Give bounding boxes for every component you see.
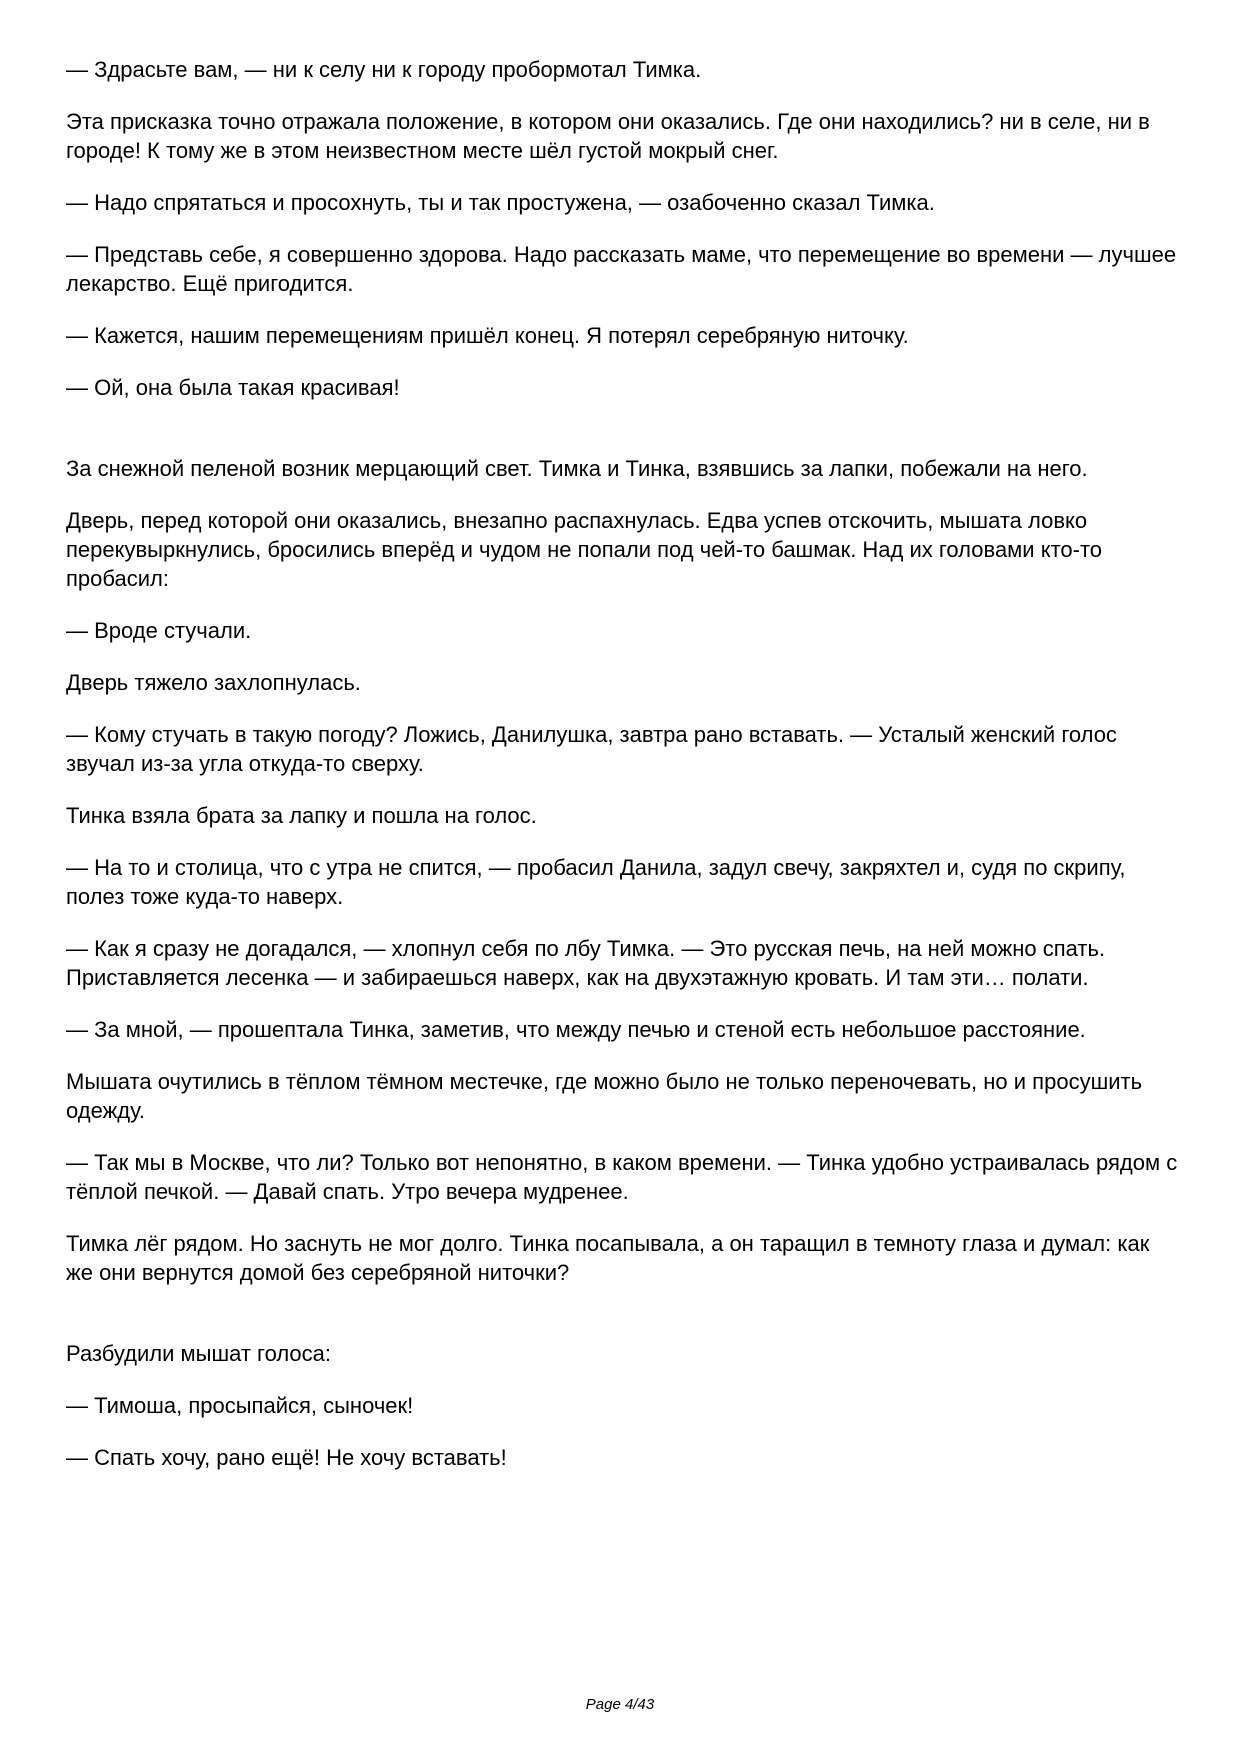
paragraph: — Вроде стучали. (66, 618, 252, 643)
paragraph: — Ой, она была такая красивая! (66, 375, 400, 400)
paragraph: — Кому стучать в такую погоду? Ложись, Данилушка, завтра рано вставать. — Усталый женский голос звучал из-за угла откуда-то сверху. (66, 722, 1117, 776)
paragraph: За снежной пеленой возник мерцающий свет. Тимка и Тинка, взявшись за лапки, побежали на него. (66, 456, 1088, 481)
body-text (66, 55, 1182, 1472)
paragraph: Дверь, перед которой они оказались, внезапно распахнулась. Едва успев отскочить, мышата ловко перекувыркнулись, бросились вперёд и чудом не попали под чей-то башмак. Над их головами кто-то пробасил: (66, 508, 1103, 591)
paragraph: — Кажется, нашим перемещениям пришёл конец. Я потерял серебряную ниточку. (66, 323, 909, 348)
paragraph: Дверь тяжело захлопнулась. (66, 670, 361, 695)
paragraph: Тимка лёг рядом. Но заснуть не мог долго. Тинка посапывала, а он таращил в темноту глаза и думал: как же они вернутся домой без серебряной ниточки? (66, 1231, 1150, 1285)
paragraph: — Так мы в Москве, что ли? Только вот непонятно, в каком времени. — Тинка удобно устраивалась рядом с тёплой печкой. — Давай спать. Утро вечера мудренее. (66, 1150, 1178, 1204)
paragraph: — Спать хочу, рано ещё! Не хочу вставать! (66, 1445, 507, 1470)
paragraph: — На то и столица, что с утра не спится, — пробасил Данила, задул свечу, закряхтел и, судя по скрипу, полез тоже куда-то наверх. (66, 855, 1126, 909)
paragraph: — Тимоша, просыпайся, сыночек! (66, 1393, 414, 1418)
paragraph: Мышата очутились в тёплом тёмном местечке, где можно было не только переночевать, но и просушить одежду. (66, 1069, 1143, 1123)
paragraph: Эта присказка точно отражала положение, в котором они оказались. Где они находились? ни в селе, ни в городе! К тому же в этом неизвестном месте шёл густой мокрый снег. (66, 109, 1150, 163)
page-number: Page 4/43 (585, 1696, 655, 1713)
paragraph: — Здрасьте вам, — ни к селу ни к городу пробормотал Тимка. (66, 57, 702, 82)
paragraph: Разбудили мышат голоса: (66, 1341, 332, 1366)
paragraph: — За мной, — прошептала Тинка, заметив, что между печью и стеной есть небольшое расстояние. (66, 1017, 1086, 1042)
paragraph: — Представь себе, я совершенно здорова. Надо рассказать маме, что перемещение во времени — лучшее лекарство. Ещё пригодится. (66, 242, 1177, 296)
paragraph: — Как я сразу не догадался, — хлопнул себя по лбу Тимка. — Это русская печь, на ней можно спать. Приставляется лесенка — и забираешься наверх, как на двухэтажную кровать. И там эти… полати. (66, 936, 1106, 990)
paragraph: Тинка взяла брата за лапку и пошла на голос. (66, 803, 537, 828)
paragraph: — Надо спрятаться и просохнуть, ты и так простужена, — озабоченно сказал Тимка. (66, 190, 935, 215)
